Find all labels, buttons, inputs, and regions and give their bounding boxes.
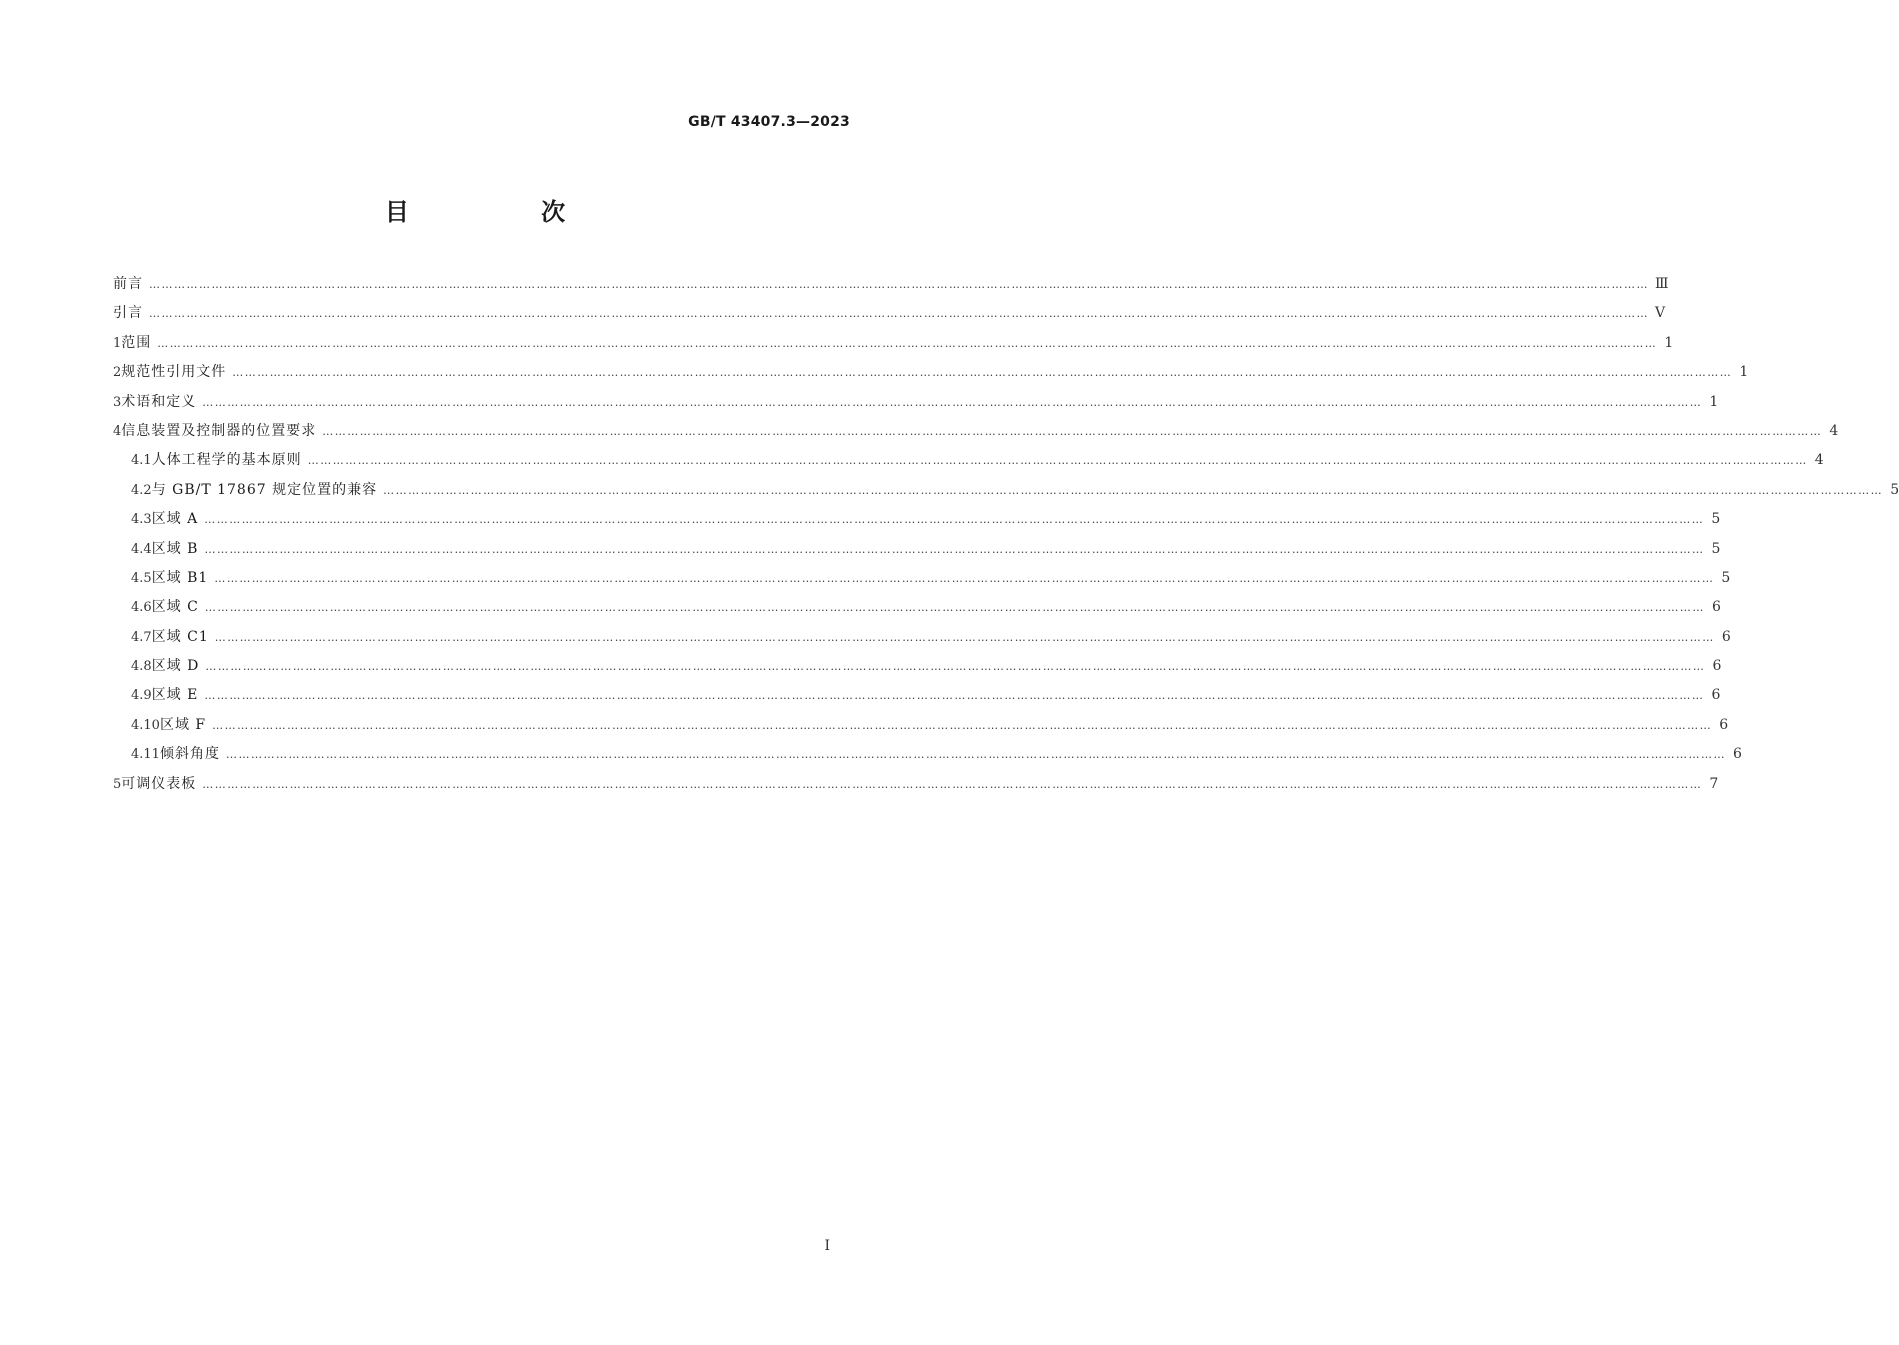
page-title: 目 次 xyxy=(384,198,608,226)
toc-entry-title: 信息装置及控制器的位置要求 xyxy=(121,422,317,439)
toc-leader-dots: ……………………………………………………………………………………………………………………………………………………………………………………………………………………………………………………………………………………………………………………………… xyxy=(204,542,1705,556)
toc-entry-page: Ⅴ xyxy=(1655,305,1666,322)
toc-entry[interactable] xyxy=(113,329,1674,358)
toc-entry-number: 5 xyxy=(113,776,122,792)
toc-entry-number: 4.2 xyxy=(131,482,152,498)
toc-entry[interactable] xyxy=(113,740,1742,769)
toc-entry-title: 区域 C1 xyxy=(151,628,209,645)
toc-entry[interactable] xyxy=(113,681,1721,710)
toc-leader-dots: ……………………………………………………………………………………………………………………………………………………………………………………………………………………………………………………………………………………………………………………………… xyxy=(202,777,1703,791)
toc-leader-dots: ……………………………………………………………………………………………………………………………………………………………………………………………………………………………………………………………………………………………………………………………… xyxy=(149,278,1649,291)
toc-entry-title: 区域 F xyxy=(159,716,207,733)
toc-entry-number: 4.3 xyxy=(131,512,152,528)
toc-entry-number: 1 xyxy=(113,335,122,351)
toc-leader-dots: ……………………………………………………………………………………………………………………………………………………………………………………………………………………………………………………………………………………………………………………………… xyxy=(204,689,1705,703)
toc-entry-page: 7 xyxy=(1709,775,1719,792)
toc-entry[interactable] xyxy=(113,623,1731,652)
toc-leader-dots: ……………………………………………………………………………………………………………………………………………………………………………………………………………………………………………………………………………………………………………………………… xyxy=(214,571,1715,585)
standard-code: GB/T 43407.3—2023 xyxy=(688,114,850,130)
toc-leader-dots: ……………………………………………………………………………………………………………………………………………………………………………………………………………………………………………………………………………………………………………………………… xyxy=(157,336,1658,350)
toc-entry[interactable] xyxy=(113,358,1749,387)
toc-entry-title: 与 GB/T 17867 规定位置的兼容 xyxy=(151,481,378,498)
table-of-contents xyxy=(113,270,1899,799)
toc-entry-page: 5 xyxy=(1890,481,1899,498)
toc-entry-number: 4.6 xyxy=(131,600,152,616)
toc-entry-title: 区域 D xyxy=(151,658,200,675)
toc-entry[interactable] xyxy=(113,652,1722,681)
toc-entry-page: 5 xyxy=(1711,511,1721,528)
toc-entry-page: 6 xyxy=(1721,628,1731,645)
toc-entry[interactable] xyxy=(113,476,1899,505)
toc-entry-page: 4 xyxy=(1829,422,1839,439)
toc-entry-page: 1 xyxy=(1709,393,1719,410)
toc-entry[interactable] xyxy=(113,446,1824,475)
toc-entry-page: 1 xyxy=(1739,364,1749,381)
toc-entry-number: 4.1 xyxy=(131,453,152,469)
toc-entry-title: 引言 xyxy=(113,305,143,322)
toc-entry-page: 6 xyxy=(1711,687,1721,704)
toc-entry[interactable] xyxy=(113,593,1721,622)
toc-entry-title: 规范性引用文件 xyxy=(121,364,227,381)
page-number: Ⅰ xyxy=(824,1238,830,1254)
toc-entry-title: 倾斜角度 xyxy=(159,746,220,763)
toc-entry[interactable] xyxy=(113,564,1731,593)
toc-entry[interactable] xyxy=(113,505,1721,534)
toc-entry[interactable] xyxy=(113,388,1719,417)
toc-entry-number: 4.7 xyxy=(131,629,152,645)
toc-leader-dots: ……………………………………………………………………………………………………………………………………………………………………………………………………………………………………………………………………………………………………………………………… xyxy=(202,395,1703,409)
toc-leader-dots: ……………………………………………………………………………………………………………………………………………………………………………………………………………………………………………………………………………………………………………………………… xyxy=(383,483,1884,497)
toc-entry-page: 6 xyxy=(1733,746,1742,763)
toc-leader-dots: ……………………………………………………………………………………………………………………………………………………………………………………………………………………………………………………………………………………………………………………………… xyxy=(205,660,1706,674)
toc-leader-dots: ……………………………………………………………………………………………………………………………………………………………………………………………………………………………………………………………………………………………………………………………… xyxy=(225,748,1726,762)
toc-leader-dots: ……………………………………………………………………………………………………………………………………………………………………………………………………………………………………………………………………………………………………………………………… xyxy=(214,630,1715,644)
toc-entry-number: 4 xyxy=(113,423,122,439)
toc-entry-title: 前言 xyxy=(113,276,143,292)
toc-leader-dots: ……………………………………………………………………………………………………………………………………………………………………………………………………………………………………………………………………………………………………………………………… xyxy=(149,307,1649,321)
toc-entry-title: 术语和定义 xyxy=(121,393,197,410)
toc-entry-page: 6 xyxy=(1719,716,1729,733)
toc-leader-dots: ……………………………………………………………………………………………………………………………………………………………………………………………………………………………………………………………………………………………………………………………… xyxy=(204,601,1705,615)
toc-entry-number: 4.11 xyxy=(131,747,160,763)
toc-entry-title: 区域 B xyxy=(151,540,199,557)
toc-entry-title: 人体工程学的基本原则 xyxy=(151,452,302,469)
toc-entry-page: Ⅲ xyxy=(1655,276,1669,292)
toc-leader-dots: ……………………………………………………………………………………………………………………………………………………………………………………………………………………………………………………………………………………………………………………………… xyxy=(212,718,1713,732)
toc-entry-page: 6 xyxy=(1712,658,1722,675)
toc-entry-number: 4.8 xyxy=(131,659,152,675)
toc-leader-dots: ……………………………………………………………………………………………………………………………………………………………………………………………………………………………………………………………………………………………………………………………… xyxy=(322,424,1823,438)
toc-entry-title: 区域 B1 xyxy=(151,569,209,586)
toc-entry-number: 4.10 xyxy=(131,717,160,733)
toc-entry-number: 4.9 xyxy=(131,688,152,704)
toc-leader-dots: ……………………………………………………………………………………………………………………………………………………………………………………………………………………………………………………………………………………………………………………………… xyxy=(204,513,1705,527)
toc-entry-page: 4 xyxy=(1814,452,1824,469)
toc-entry-page: 5 xyxy=(1721,569,1731,586)
toc-entry-number: 4.4 xyxy=(131,541,152,557)
toc-entry[interactable] xyxy=(113,270,1669,299)
toc-entry[interactable] xyxy=(113,711,1729,740)
toc-leader-dots: ……………………………………………………………………………………………………………………………………………………………………………………………………………………………………………………………………………………………………………………………… xyxy=(307,454,1808,468)
toc-leader-dots: ……………………………………………………………………………………………………………………………………………………………………………………………………………………………………………………………………………………………………………………………… xyxy=(232,366,1733,380)
toc-entry[interactable] xyxy=(113,535,1721,564)
toc-entry-title: 可调仪表板 xyxy=(121,775,197,792)
toc-entry-number: 2 xyxy=(113,365,122,381)
toc-entry[interactable] xyxy=(113,770,1719,799)
toc-entry-number: 4.5 xyxy=(131,570,152,586)
toc-entry-title: 范围 xyxy=(121,334,152,351)
toc-entry-title: 区域 A xyxy=(151,511,199,528)
toc-entry[interactable] xyxy=(113,417,1839,446)
toc-entry-title: 区域 E xyxy=(151,687,199,704)
toc-entry-page: 6 xyxy=(1711,599,1721,616)
toc-entry-page: 1 xyxy=(1664,334,1674,351)
toc-entry-number: 3 xyxy=(113,394,122,410)
toc-entry-title: 区域 C xyxy=(151,599,199,616)
toc-entry-page: 5 xyxy=(1711,540,1721,557)
toc-entry[interactable] xyxy=(113,299,1666,328)
